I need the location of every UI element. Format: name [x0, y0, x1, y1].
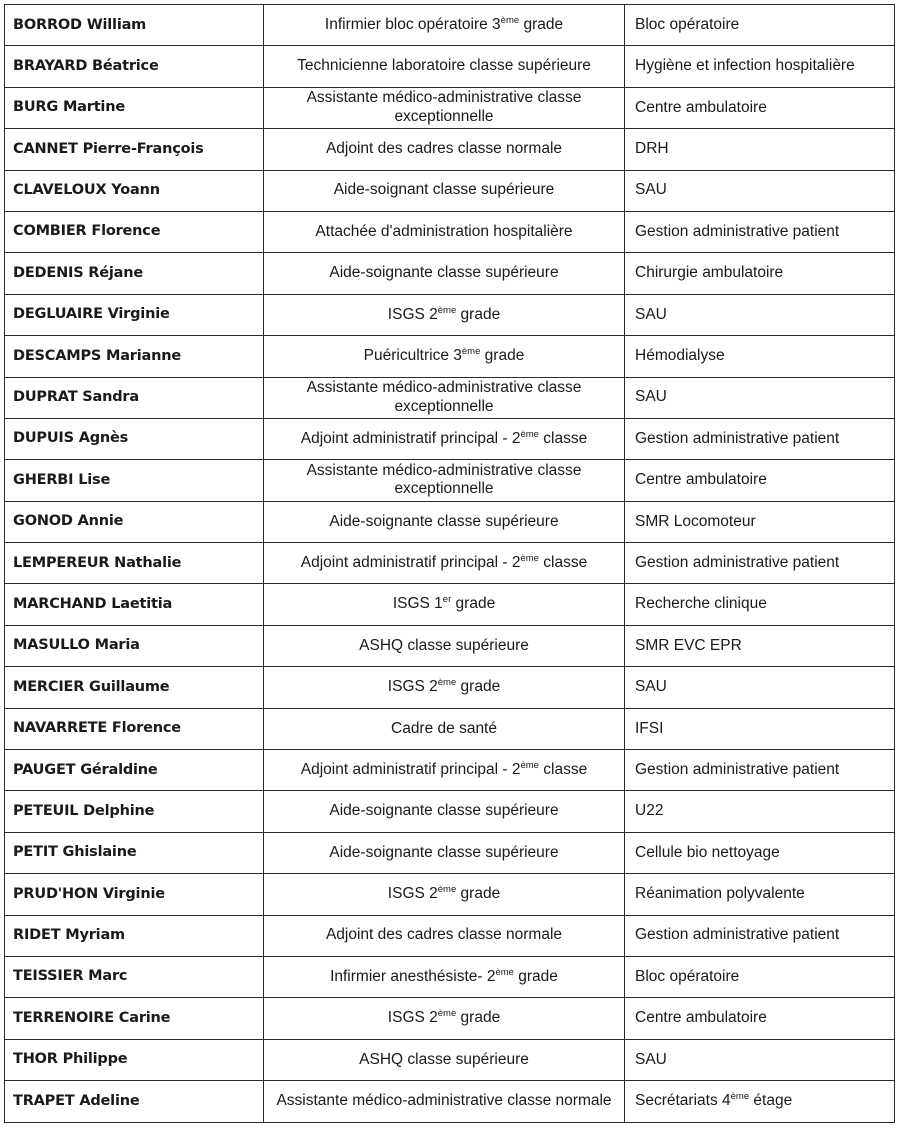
employee-grade	[264, 1081, 625, 1122]
text-part: classe	[538, 760, 588, 778]
table-row	[5, 5, 895, 46]
text-part: Technicienne laboratoire classe supérieure	[297, 57, 591, 75]
text-part: Aide-soignant classe supérieure	[333, 181, 555, 199]
employee-service: Gestion administrative patient	[625, 418, 895, 459]
employee-grade	[264, 1039, 625, 1080]
employee-name: TERRENOIRE Carine	[5, 998, 264, 1039]
text-part: ASHQ classe supérieure	[359, 636, 529, 654]
employee-name: CANNET Pierre-François	[5, 129, 264, 170]
employee-grade	[264, 625, 625, 666]
text-part: grade	[456, 1009, 501, 1027]
employee-grade	[264, 750, 625, 791]
table-row	[5, 791, 895, 832]
superscript: ème	[520, 428, 539, 440]
employee-service	[625, 1081, 895, 1122]
employee-grade	[264, 377, 625, 418]
table-row	[5, 625, 895, 666]
text-part: ISGS 1	[392, 595, 443, 613]
employee-name: DESCAMPS Marianne	[5, 336, 264, 377]
employee-grade	[264, 336, 625, 377]
employee-name: BORROD William	[5, 5, 264, 46]
table-row	[5, 87, 895, 128]
text-part: Adjoint administratif principal - 2	[300, 760, 521, 778]
employee-name: NAVARRETE Florence	[5, 708, 264, 749]
text-part: Aide-soignante classe supérieure	[329, 512, 559, 530]
employee-grade	[264, 708, 625, 749]
employee-grade	[264, 170, 625, 211]
employee-grade	[264, 46, 625, 87]
text-part: grade	[513, 967, 558, 985]
employee-service: Bloc opératoire	[625, 5, 895, 46]
table-row	[5, 667, 895, 708]
table-row	[5, 1039, 895, 1080]
text-part: Cadre de santé	[391, 719, 497, 737]
employee-service: Recherche clinique	[625, 584, 895, 625]
text-part: Assistante médico-administrative classe exceptionnelle	[306, 461, 582, 498]
employee-service: Chirurgie ambulatoire	[625, 253, 895, 294]
employee-name: PETEUIL Delphine	[5, 791, 264, 832]
employee-grade	[264, 956, 625, 997]
text-part: Aide-soignante classe supérieure	[329, 264, 559, 282]
table-row	[5, 543, 895, 584]
employee-grade	[264, 501, 625, 542]
text-part: Aide-soignante classe supérieure	[329, 802, 559, 820]
employee-service: Cellule bio nettoyage	[625, 832, 895, 873]
text-part: Secrétariats 4	[635, 1092, 731, 1110]
employee-grade	[264, 253, 625, 294]
superscript: ème	[520, 552, 539, 564]
employee-grade	[264, 460, 625, 501]
employee-service: U22	[625, 791, 895, 832]
superscript: ème	[437, 1008, 457, 1020]
text-part: Aide-soignante classe supérieure	[329, 843, 559, 861]
text-part: grade	[451, 595, 496, 613]
text-part: Infirmier anesthésiste- 2	[330, 967, 496, 985]
table-row	[5, 750, 895, 791]
text-part: Adjoint des cadres classe normale	[325, 140, 563, 158]
employee-name: DUPRAT Sandra	[5, 377, 264, 418]
employee-service: Centre ambulatoire	[625, 998, 895, 1039]
employee-name: GHERBI Lise	[5, 460, 264, 501]
text-part: grade	[456, 305, 501, 323]
text-part: ASHQ classe supérieure	[359, 1050, 529, 1068]
employee-name: MERCIER Guillaume	[5, 667, 264, 708]
superscript: ème	[461, 346, 481, 358]
superscript: ème	[437, 677, 457, 689]
text-part: Assistante médico-administrative classe normale	[276, 1092, 612, 1110]
employee-grade	[264, 998, 625, 1039]
employee-service: Gestion administrative patient	[625, 750, 895, 791]
employee-service: Hémodialyse	[625, 336, 895, 377]
employee-name: CLAVELOUX Yoann	[5, 170, 264, 211]
employee-service: Gestion administrative patient	[625, 915, 895, 956]
table-row	[5, 874, 895, 915]
text-part: classe	[538, 429, 588, 447]
employee-service: Réanimation polyvalente	[625, 874, 895, 915]
table-row	[5, 832, 895, 873]
employee-service: Centre ambulatoire	[625, 460, 895, 501]
table-row	[5, 253, 895, 294]
employee-name: DUPUIS Agnès	[5, 418, 264, 459]
staff-table-body	[5, 5, 895, 1123]
text-part: grade	[480, 347, 525, 365]
employee-grade	[264, 211, 625, 252]
employee-service: SMR EVC EPR	[625, 625, 895, 666]
superscript: ème	[730, 1091, 750, 1103]
table-row	[5, 956, 895, 997]
text-part: ISGS 2	[387, 1009, 438, 1027]
employee-service: SAU	[625, 377, 895, 418]
employee-service: SAU	[625, 667, 895, 708]
text-part: grade	[519, 15, 564, 33]
employee-service: Centre ambulatoire	[625, 87, 895, 128]
text-part: Infirmier bloc opératoire 3	[324, 15, 501, 33]
text-part: Assistante médico-administrative classe exceptionnelle	[306, 89, 582, 125]
superscript: ème	[520, 759, 539, 771]
text-part: Adjoint administratif principal - 2	[300, 553, 521, 571]
employee-grade	[264, 87, 625, 128]
employee-grade	[264, 915, 625, 956]
employee-name: LEMPEREUR Nathalie	[5, 543, 264, 584]
employee-name: TEISSIER Marc	[5, 956, 264, 997]
superscript: ème	[437, 884, 457, 896]
text-part: Puéricultrice 3	[363, 347, 462, 365]
employee-service: SAU	[625, 1039, 895, 1080]
employee-grade	[264, 832, 625, 873]
table-row	[5, 129, 895, 170]
employee-service: Hygiène et infection hospitalière	[625, 46, 895, 87]
employee-name: DEDENIS Réjane	[5, 253, 264, 294]
employee-name: GONOD Annie	[5, 501, 264, 542]
superscript: er	[442, 594, 452, 606]
staff-table	[4, 4, 895, 1123]
employee-name: COMBIER Florence	[5, 211, 264, 252]
employee-name: TRAPET Adeline	[5, 1081, 264, 1122]
text-part: ISGS 2	[387, 885, 438, 903]
superscript: ème	[437, 304, 457, 316]
table-row	[5, 294, 895, 335]
employee-grade	[264, 418, 625, 459]
text-part: grade	[456, 678, 501, 696]
employee-name: THOR Philippe	[5, 1039, 264, 1080]
employee-name: BURG Martine	[5, 87, 264, 128]
employee-name: RIDET Myriam	[5, 915, 264, 956]
employee-grade	[264, 129, 625, 170]
employee-grade	[264, 294, 625, 335]
text-part: Adjoint administratif principal - 2	[300, 429, 521, 447]
table-row	[5, 998, 895, 1039]
employee-grade	[264, 791, 625, 832]
employee-name: PAUGET Géraldine	[5, 750, 264, 791]
table-row	[5, 418, 895, 459]
text-part: Attachée d'administration hospitalière	[315, 222, 573, 240]
text-part: étage	[749, 1092, 793, 1110]
text-part: grade	[456, 885, 501, 903]
table-row	[5, 584, 895, 625]
employee-service: DRH	[625, 129, 895, 170]
employee-service: Bloc opératoire	[625, 956, 895, 997]
employee-grade	[264, 5, 625, 46]
text-part: Adjoint des cadres classe normale	[325, 926, 563, 944]
superscript: ème	[495, 966, 514, 978]
employee-service: Gestion administrative patient	[625, 543, 895, 584]
table-row	[5, 377, 895, 418]
employee-grade	[264, 543, 625, 584]
text-part: classe	[538, 553, 588, 571]
text-part: Assistante médico-administrative classe exceptionnelle	[306, 379, 582, 415]
employee-service: SAU	[625, 294, 895, 335]
employee-name: MARCHAND Laetitia	[5, 584, 264, 625]
table-row	[5, 708, 895, 749]
employee-grade	[264, 584, 625, 625]
superscript: ème	[500, 14, 520, 26]
table-row	[5, 1081, 895, 1122]
employee-name: MASULLO Maria	[5, 625, 264, 666]
employee-grade	[264, 667, 625, 708]
employee-grade	[264, 874, 625, 915]
text-part: ISGS 2	[387, 678, 438, 696]
employee-service: IFSI	[625, 708, 895, 749]
table-row	[5, 501, 895, 542]
employee-name: BRAYARD Béatrice	[5, 46, 264, 87]
employee-name: PRUD'HON Virginie	[5, 874, 264, 915]
table-row	[5, 46, 895, 87]
employee-service: Gestion administrative patient	[625, 211, 895, 252]
employee-name: PETIT Ghislaine	[5, 832, 264, 873]
table-row	[5, 336, 895, 377]
table-row	[5, 170, 895, 211]
text-part: ISGS 2	[387, 305, 438, 323]
table-row	[5, 915, 895, 956]
table-row	[5, 211, 895, 252]
table-row	[5, 460, 895, 501]
employee-name: DEGLUAIRE Virginie	[5, 294, 264, 335]
employee-service: SAU	[625, 170, 895, 211]
employee-service: SMR Locomoteur	[625, 501, 895, 542]
